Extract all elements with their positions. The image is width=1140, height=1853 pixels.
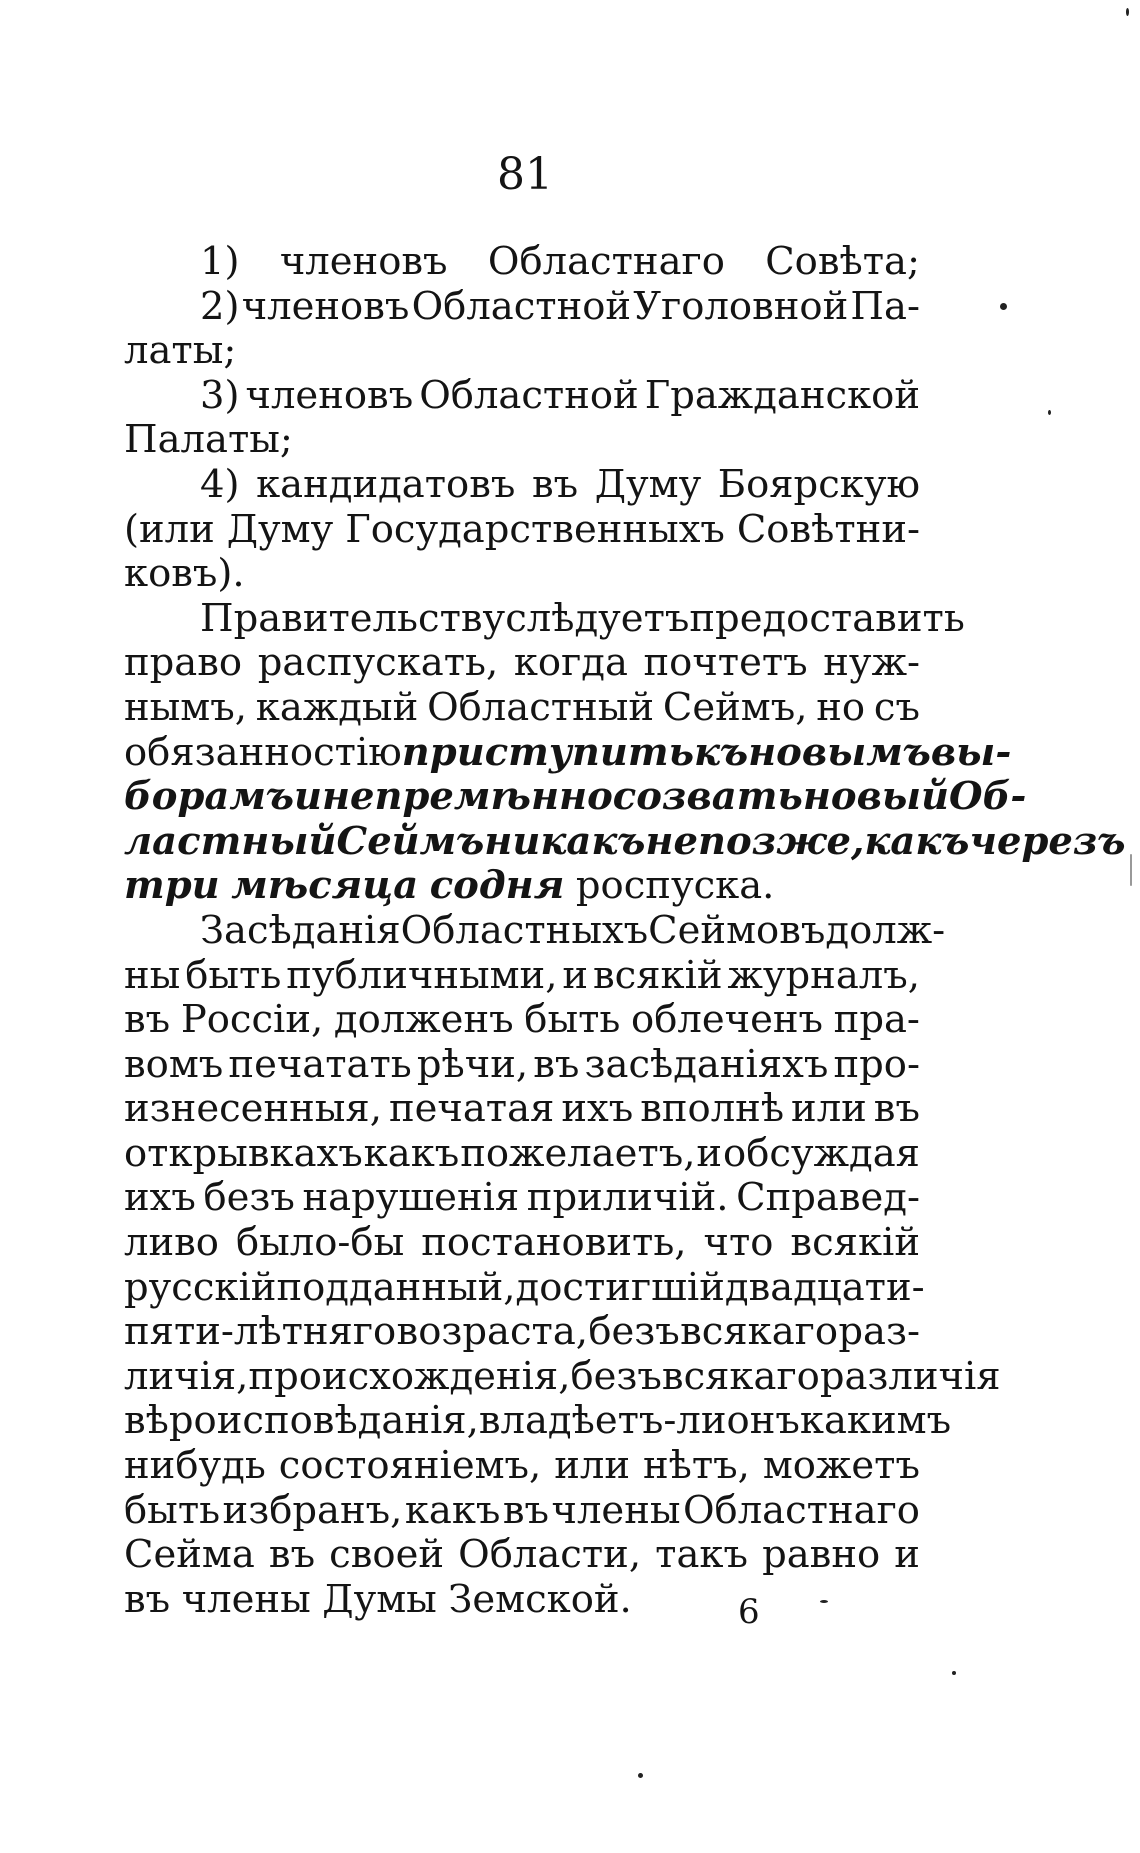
- word: своей: [329, 1532, 445, 1578]
- text-line: [124, 686, 920, 731]
- word: въ: [533, 1041, 580, 1087]
- word: про-: [833, 1041, 920, 1087]
- word: или: [791, 1086, 867, 1132]
- word: печатая: [388, 1086, 555, 1132]
- word: Думу: [226, 506, 334, 552]
- text-line: [124, 1489, 920, 1534]
- word: подданный,: [276, 1264, 516, 1310]
- word: какъ: [404, 1487, 501, 1533]
- word: Думы: [322, 1576, 437, 1622]
- word: въ: [268, 1532, 316, 1578]
- word: безъ: [570, 1353, 662, 1399]
- word: въ: [873, 1086, 920, 1132]
- text-line: [124, 1533, 920, 1578]
- word: Гражданской: [644, 372, 920, 418]
- word: обсуждая: [723, 1130, 920, 1176]
- text-line: [124, 240, 920, 285]
- text-line: [124, 1132, 920, 1177]
- word: Совѣтни-: [736, 506, 920, 552]
- word: Сейма: [124, 1532, 255, 1578]
- word: и: [562, 952, 589, 998]
- word: когда: [513, 640, 628, 686]
- word: облеченъ: [631, 997, 824, 1043]
- word: Области,: [458, 1532, 642, 1578]
- word: изнесенныя,: [124, 1086, 382, 1132]
- word: безъ: [588, 1309, 680, 1355]
- word: такъ: [655, 1532, 748, 1578]
- word: личія,: [124, 1353, 249, 1399]
- word: владѣетъ-ли: [478, 1398, 727, 1444]
- text-line: [124, 1043, 920, 1088]
- scan-speck: [820, 1600, 828, 1603]
- word: но: [816, 684, 866, 730]
- word: позже,: [697, 818, 865, 864]
- text-line: [124, 595, 965, 642]
- word: каждый: [255, 684, 419, 730]
- text-line: [124, 329, 920, 374]
- word: двадцати-: [724, 1264, 925, 1310]
- word: ластный: [124, 818, 337, 864]
- word: Засѣданія: [200, 907, 401, 953]
- word: мѣсяца: [231, 863, 419, 909]
- word: содня: [429, 863, 565, 909]
- text-line: [124, 1176, 920, 1221]
- word: черезъ: [969, 818, 1126, 864]
- word: ихъ: [124, 1175, 196, 1221]
- word: Областныхъ: [400, 907, 649, 953]
- word: ливо: [124, 1220, 219, 1266]
- word: Об-: [949, 774, 1027, 820]
- text-line: [124, 1221, 920, 1266]
- word: (или: [124, 506, 215, 552]
- word: Областнаго: [487, 239, 725, 284]
- word: кандидатовъ: [256, 461, 516, 507]
- word: пра-: [833, 997, 920, 1043]
- scan-speck: [1000, 303, 1007, 310]
- word: три: [124, 863, 220, 909]
- word: можетъ: [762, 1443, 920, 1489]
- word: или: [554, 1443, 631, 1489]
- word: никакъ: [484, 818, 646, 864]
- word: нѣтъ,: [642, 1443, 750, 1489]
- word: состояніемъ,: [278, 1443, 542, 1489]
- text-line: [124, 463, 920, 508]
- word: новымъ: [748, 729, 931, 775]
- word: Па-: [850, 283, 920, 329]
- word: новый: [802, 774, 950, 820]
- word: журналъ,: [727, 952, 920, 998]
- word: избранъ,: [222, 1487, 403, 1533]
- word: латы;: [124, 328, 237, 374]
- word: Сеймовъ: [648, 907, 826, 953]
- word: 4): [200, 461, 240, 507]
- word: и: [894, 1532, 920, 1578]
- word: печатать: [228, 1041, 412, 1087]
- word: всякаго: [661, 1353, 820, 1399]
- word: открывкахъ: [124, 1130, 363, 1176]
- word: пожелаетъ,: [460, 1130, 696, 1176]
- word: 2): [200, 283, 240, 329]
- scan-speck: [1130, 854, 1132, 886]
- word: всякій: [592, 952, 723, 998]
- text-line: [124, 418, 920, 463]
- word: членовъ: [245, 372, 414, 418]
- scan-speck: [1126, 8, 1129, 16]
- word: борамъ: [124, 774, 294, 820]
- word: какъ: [363, 1130, 460, 1176]
- word: нымъ,: [124, 684, 247, 730]
- word: вомъ: [124, 1041, 224, 1087]
- word: возраста,: [396, 1309, 589, 1355]
- word: Палаты;: [124, 417, 293, 463]
- word: въ: [531, 461, 579, 507]
- word: ихъ: [561, 1086, 634, 1132]
- word: распускать,: [257, 640, 499, 686]
- word: что: [703, 1220, 774, 1266]
- word: предоставить: [689, 595, 965, 641]
- word: въ: [502, 1487, 550, 1533]
- word: въ: [124, 1576, 171, 1622]
- word: члены: [551, 1487, 681, 1533]
- text-line: [124, 1444, 920, 1489]
- word: какъ: [864, 818, 970, 864]
- page-number: 81: [497, 149, 553, 200]
- word: равно: [762, 1532, 881, 1578]
- word: члены: [181, 1576, 311, 1622]
- word: приличій.: [526, 1175, 729, 1221]
- word: вполнѣ: [640, 1086, 785, 1132]
- text-line: [124, 998, 920, 1043]
- word: къ: [694, 729, 749, 775]
- scan-speck: [638, 1773, 643, 1778]
- word: не: [645, 818, 698, 864]
- word: вы-: [930, 729, 1012, 775]
- word: быть: [524, 997, 621, 1043]
- text-line: [124, 729, 1012, 776]
- word: нарушенія: [302, 1175, 520, 1221]
- text-line: [124, 641, 920, 686]
- word: Областнаго: [682, 1487, 920, 1533]
- text-line: [124, 1264, 925, 1311]
- word: происхожденія,: [248, 1353, 571, 1399]
- word: безъ: [203, 1175, 295, 1221]
- text-line: [124, 1353, 1001, 1400]
- text-line: [124, 1398, 952, 1444]
- word: и: [696, 1130, 723, 1176]
- word: вѣроисповѣданія,: [124, 1398, 479, 1444]
- word: Государственныхъ: [345, 506, 725, 552]
- word: 3): [200, 372, 240, 418]
- text-line: [124, 1578, 920, 1623]
- scan-speck: [1048, 410, 1051, 415]
- text-line: [124, 508, 920, 553]
- word: въ: [124, 997, 171, 1043]
- word: рѣчи,: [416, 1041, 529, 1087]
- word: онъ: [726, 1398, 800, 1444]
- text-line: [124, 1087, 920, 1132]
- word: Сеймъ: [336, 818, 485, 864]
- word: и: [293, 774, 322, 820]
- word: членовъ: [279, 239, 448, 284]
- word: нуж-: [823, 640, 920, 686]
- word: долженъ: [333, 997, 514, 1043]
- word: русскій: [124, 1264, 277, 1310]
- text-line: [124, 1310, 920, 1355]
- word: Областной: [419, 372, 639, 418]
- word: Думу: [594, 461, 702, 507]
- word: непремѣнно: [321, 774, 613, 820]
- word: какимъ: [799, 1398, 952, 1444]
- body-text: [124, 239, 1126, 1622]
- word: ковъ).: [124, 551, 245, 597]
- word: раз-: [838, 1309, 920, 1355]
- text-line: [124, 374, 920, 419]
- word: всякій: [790, 1220, 920, 1266]
- word: постановить,: [421, 1220, 687, 1266]
- word: быть: [124, 1487, 221, 1533]
- word: Областной: [411, 283, 632, 329]
- word: засѣданіяхъ: [584, 1041, 829, 1087]
- text-line: [124, 907, 946, 954]
- word: Совѣта;: [765, 239, 920, 284]
- word: было-бы: [235, 1220, 405, 1266]
- word: различія: [819, 1353, 1001, 1399]
- word: слѣдуетъ: [505, 595, 690, 641]
- word: право: [124, 640, 243, 686]
- word: Уголовной: [633, 283, 849, 329]
- text-line: [124, 552, 920, 597]
- word: ны: [124, 952, 181, 998]
- word: Правительству: [200, 595, 506, 641]
- word: Россіи,: [180, 997, 324, 1043]
- text-line: [124, 864, 920, 909]
- word: Областный: [427, 684, 655, 730]
- word: созвать: [612, 774, 803, 820]
- text-line: [124, 818, 1126, 865]
- text-line: [124, 285, 920, 330]
- word: пяти-лѣтняго: [124, 1309, 397, 1355]
- signature-mark: 6: [738, 1592, 760, 1632]
- word: достигшій: [515, 1264, 725, 1310]
- word: съ: [873, 684, 920, 730]
- word: всякаго: [680, 1309, 839, 1355]
- word: нибудь: [124, 1443, 266, 1489]
- text-line: [124, 954, 920, 999]
- word: долж-: [825, 907, 946, 953]
- word: приступить: [401, 729, 695, 775]
- word: почтетъ: [643, 640, 808, 686]
- text-line: [124, 774, 1027, 820]
- word: Справед-: [736, 1175, 920, 1221]
- word: быть: [185, 952, 282, 998]
- word: Боярскую: [717, 461, 920, 507]
- word: членовъ: [241, 283, 410, 329]
- word: 1): [200, 239, 240, 284]
- scan-speck: [952, 1671, 956, 1675]
- word: обязанностію: [124, 729, 402, 775]
- word: роспуска.: [575, 863, 775, 909]
- word: публичными,: [286, 952, 558, 998]
- word: Сеймъ,: [662, 684, 808, 730]
- word: Земской.: [448, 1576, 632, 1622]
